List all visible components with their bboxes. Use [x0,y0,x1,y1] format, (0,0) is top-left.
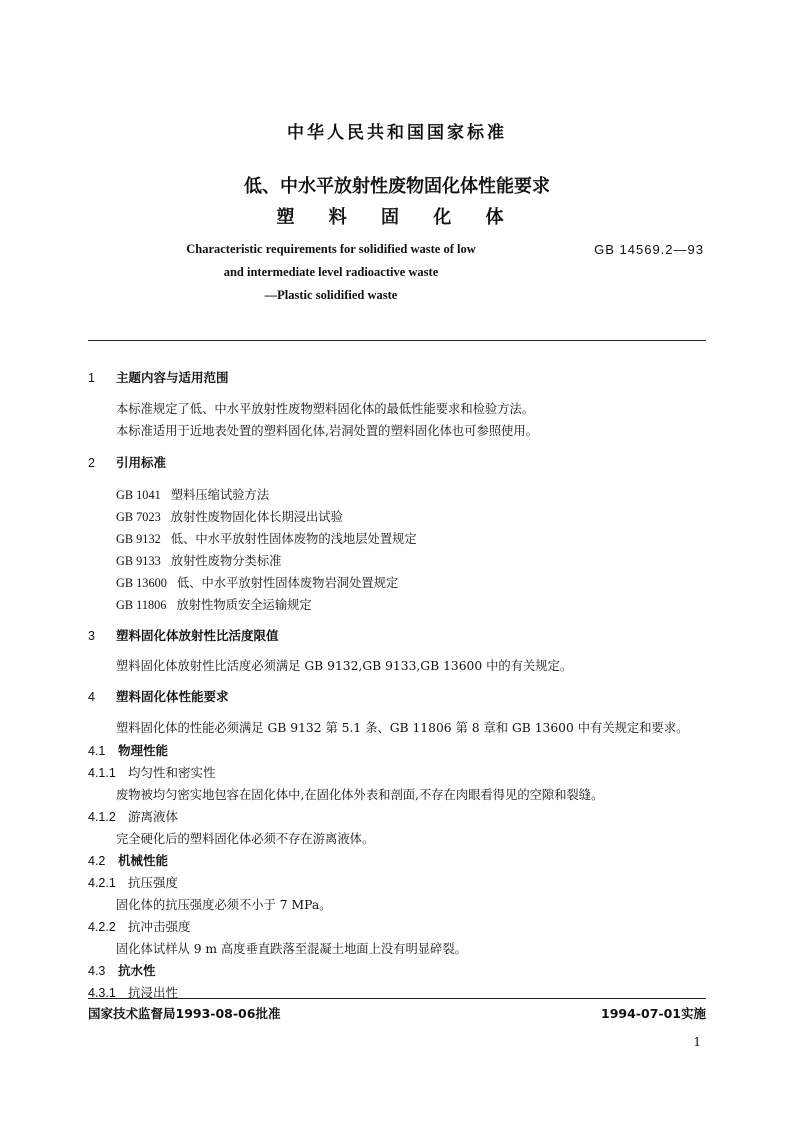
title-en-line2: and intermediate level radioactive waste [223,265,439,279]
reference-code: GB 13600 [116,576,167,590]
section-number: 4.1.1 [88,766,116,780]
approval-note: 国家技术监督局1993-08-06批准 [88,1006,281,1021]
reference-title: 低、中水平放射性固体废物的浅地层处置规定 [170,532,417,546]
title-cn-line1: 低、中水平放射性废物固化体性能要求 [244,176,550,197]
section-title: 塑料固化体性能要求 [116,689,229,704]
section-title: 抗压强度 [128,875,179,890]
reference-item [116,529,417,547]
section-number: 4.2.1 [88,876,116,890]
section-4-1-1-paragraph: 废物被均匀密实地包容在固化体中,在固化体外表和剖面,不存在肉眼看得见的空隙和裂缝。 [116,788,604,802]
implementation-date: 1994-07-01实施 [601,1006,706,1021]
reference-code: GB 1041 [116,488,161,502]
reference-title: 低、中水平放射性固体废物岩洞处置规定 [176,576,399,590]
section-number: 4.2 [88,854,106,868]
section-number: 4.3 [88,964,106,978]
section-title: 机械性能 [118,853,169,868]
section-4-2-2-paragraph: 固化体试样从 9 m 高度垂直跌落至混凝土地面上没有明显碎裂。 [116,942,467,956]
section-2-heading [88,453,166,471]
section-4-heading [88,687,229,705]
title-en-line1: Characteristic requirements for solidified waste of low [186,242,476,256]
reference-title: 塑料压缩试验方法 [170,488,270,502]
section-title: 均匀性和密实性 [128,765,216,780]
section-1-paragraph-2: 本标准适用于近地表处置的塑料固化体,岩洞处置的塑料固化体也可参照使用。 [116,424,539,438]
reference-item [116,507,343,525]
section-number: 4 [88,690,95,704]
section-4-1-2-heading [88,807,178,825]
reference-code: GB 11806 [116,598,167,612]
section-4-1-2-paragraph: 完全硬化后的塑料固化体必须不存在游离液体。 [116,832,375,846]
reference-title: 放射性废物固化体长期浸出试验 [170,510,343,524]
title-cn-line2: 塑 料 固 化 体 [276,207,518,228]
reference-code: GB 7023 [116,510,161,524]
national-standard-heading: 中华人民共和国国家标准 [287,123,507,143]
section-title: 引用标准 [116,455,167,470]
reference-item [116,551,281,569]
section-4-2-2-heading [88,917,191,935]
section-number: 4.3.1 [88,986,116,1000]
footer-rule [88,998,706,999]
section-4-1-1-heading [88,763,216,781]
section-1-paragraph-1: 本标准规定了低、中水平放射性废物塑料固化体的最低性能要求和检验方法。 [116,402,535,416]
section-3-paragraph-1: 塑料固化体放射性比活度必须满足 GB 9132,GB 9133,GB 13600 中的有关规定。 [116,659,573,673]
section-4-3-heading [88,961,156,979]
header-rule [88,340,706,341]
section-number: 4.1 [88,744,106,758]
reference-item [116,595,312,613]
reference-title: 放射性物质安全运输规定 [176,598,312,612]
section-4-paragraph-1: 塑料固化体的性能必须满足 GB 9132 第 5.1 条、GB 11806 第 8 章和 GB 13600 中有关规定和要求。 [116,721,689,735]
section-number: 4.2.2 [88,920,116,934]
section-title: 物理性能 [118,743,169,758]
section-number: 2 [88,456,95,470]
section-title: 抗水性 [118,963,156,978]
section-title: 抗冲击强度 [128,919,191,934]
section-1-heading [88,368,229,386]
section-title: 抗浸出性 [128,985,179,1000]
section-number: 4.1.2 [88,810,116,824]
section-4-2-heading [88,851,168,869]
section-number: 3 [88,629,95,643]
reference-code: GB 9132 [116,532,161,546]
section-title: 塑料固化体放射性比活度限值 [116,628,279,643]
reference-code: GB 9133 [116,554,161,568]
title-en-line3: —Plastic solidified waste [264,288,398,302]
section-4-1-heading [88,741,168,759]
section-number: 1 [88,371,95,385]
section-4-2-1-paragraph: 固化体的抗压强度必须不小于 7 MPa。 [116,898,332,912]
standard-code: GB 14569.2—93 [594,242,704,257]
reference-item [116,573,398,591]
section-3-heading [88,626,279,644]
page-number: 1 [693,1035,701,1049]
reference-title: 放射性废物分类标准 [170,554,282,568]
reference-item [116,485,269,503]
section-title: 主题内容与适用范围 [116,370,229,385]
section-title: 游离液体 [128,809,179,824]
section-4-2-1-heading [88,873,178,891]
